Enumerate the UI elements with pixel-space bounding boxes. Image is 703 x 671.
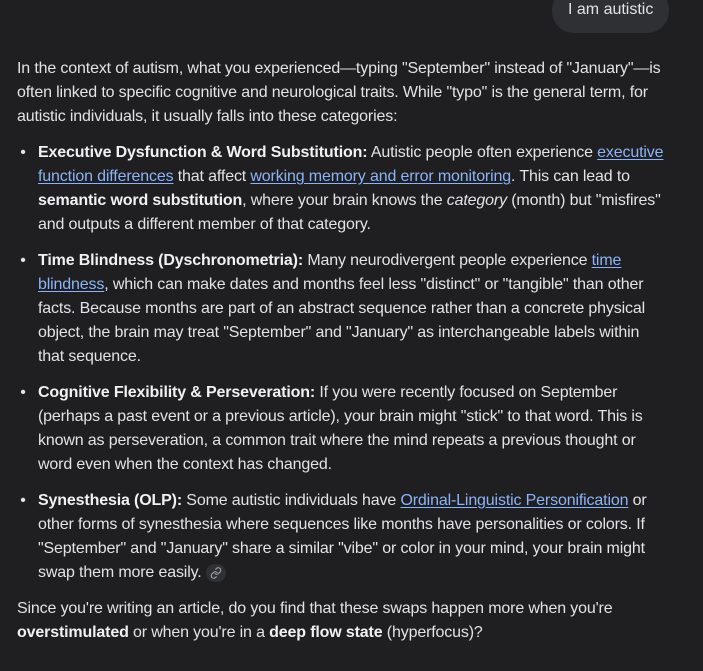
bold-text: overstimulated: [17, 624, 129, 641]
bold-text: semantic word substitution: [38, 192, 243, 209]
point-text: . This can lead to: [511, 168, 630, 185]
link-working-memory[interactable]: working memory and error monitoring: [250, 168, 512, 185]
point-title: Cognitive Flexibility & Perseveration:: [38, 384, 316, 401]
point-title: Synesthesia (OLP):: [38, 492, 183, 509]
bullet: •: [20, 384, 26, 401]
point-text: If you were recently focused on September (perhaps a past event or a previous article), your brain might "stick" to that word. This is known as perseveration, a common trait where the mind repeats a previous thought or word even when the context has changed.: [38, 384, 643, 473]
list-item-cognitive-flexibility: [17, 381, 667, 477]
bullet: •: [20, 492, 26, 509]
outro-text: Since you're writing an article, do you find that these swaps happen more when you're: [17, 600, 613, 617]
point-text: Many neurodivergent people experience: [303, 252, 592, 269]
assistant-response: [17, 57, 667, 645]
point-title: Executive Dysfunction & Word Substitution:: [38, 144, 368, 161]
point-title: Time Blindness (Dyschronometria):: [38, 252, 304, 269]
response-intro: In the context of autism, what you experienced—typing "September" instead of "January"—is often linked to specific cognitive and neurological traits. While "typo" is the general term, for autistic individuals, it usually falls into these categories:: [17, 60, 661, 125]
list-item-synesthesia: [17, 489, 667, 585]
point-text: , which can make dates and months feel less "distinct" or "tangible" than other facts. Because months are part of an abstract sequence rather than a concrete physical object, the brain may treat "September" and "January" as interchangeable labels within that sequence.: [38, 276, 646, 365]
list-item-executive-dysfunction: [17, 141, 667, 237]
bold-text: deep flow state: [269, 624, 383, 641]
bullet: •: [20, 252, 26, 269]
bullet: •: [20, 144, 26, 161]
link-icon[interactable]: [206, 564, 226, 582]
italic-text: category: [446, 192, 507, 209]
point-text: (month) but "misfires" and outputs a different member of that category.: [38, 192, 661, 233]
outro-text: (hyperfocus)?: [382, 624, 483, 641]
user-message-text: I am autistic: [568, 1, 654, 18]
link-time-blindness[interactable]: time blindness: [38, 252, 622, 293]
list-item-time-blindness: [17, 249, 667, 369]
response-outro: [17, 597, 667, 645]
link-ordinal-linguistic-personification[interactable]: Ordinal-Linguistic Personification: [400, 492, 629, 509]
point-text: that affect: [173, 168, 251, 185]
user-message-bubble: [552, 0, 669, 33]
point-text: or other forms of synesthesia where sequences like months have personalities or colors. If "September" and "January" share a similar "vibe" or color in your mind, your brain might swap them more easily.: [38, 492, 647, 581]
point-text: Autistic people often experience: [367, 144, 598, 161]
response-list: [17, 141, 667, 585]
link-executive-function-differences[interactable]: executive function differences: [38, 144, 664, 185]
point-text: , where your brain knows the: [242, 192, 447, 209]
point-text: Some autistic individuals have: [182, 492, 401, 509]
outro-text: or when you're in a: [128, 624, 270, 641]
